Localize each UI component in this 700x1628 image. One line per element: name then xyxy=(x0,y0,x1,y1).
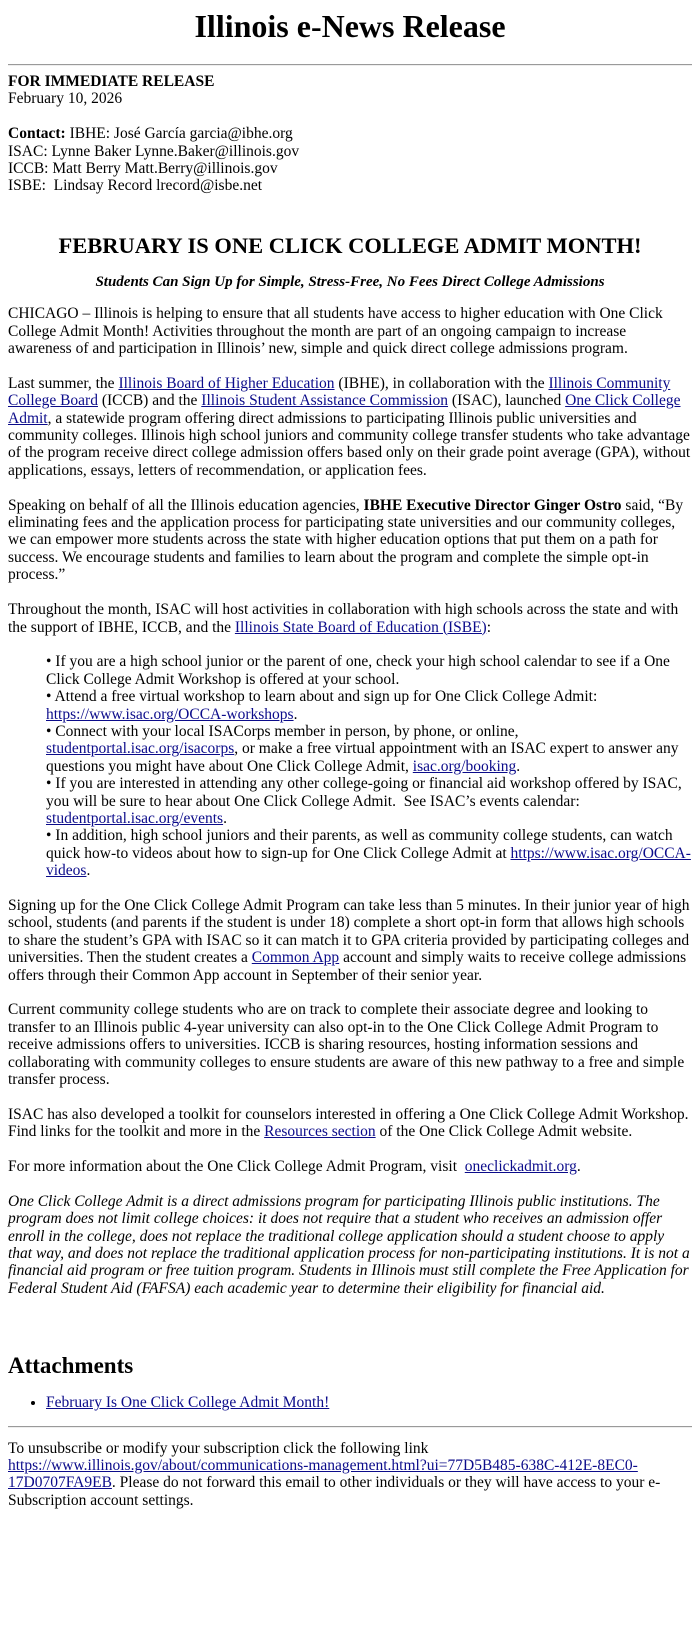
paragraph-signup: Signing up for the One Click College Admit Program can take less than 5 minutes. In their junior year of high school, students (and parents if the student is under 18) complete a short opt-in form that allows high schools to share the student’s GPA with ISAC so it can match it to GPA criteria provided by participating colleges and universities. Then the student creates a Common App account and simply waits to receive college admissions offers through their Common App account in September of their senior year. xyxy=(8,896,690,984)
contact-label: Contact: xyxy=(8,125,66,143)
list-item: • In addition, high school juniors and their parents, as well as community college students, can watch quick how-to videos about how to sign-up for One Click College Admit at https://www.isac.org/OCCA-videos. xyxy=(46,827,691,880)
attachment-link[interactable]: February Is One Click College Admit Month! xyxy=(46,1394,330,1412)
footer-divider xyxy=(8,1426,692,1428)
attachment-item xyxy=(46,1394,692,1411)
paragraph-quote: Speaking on behalf of all the Illinois education agencies, IBHE Executive Director Ginger Ostro said, “By eliminating fees and the application process for participating state universities and our community colleges, we can empower more students across the state with higher education options that put them on a path for success. We encourage students and families to learn about the program and complete the simple opt-in process.” xyxy=(8,496,684,584)
link-oneclickadmit[interactable]: oneclickadmit.org xyxy=(464,1158,577,1176)
paragraph-toolkit: ISAC has also developed a toolkit for counselors interested in offering a One Click College Admit Workshop. Find links for the toolkit and more in the Resources section of the One Click College Admit website. xyxy=(8,1105,689,1141)
link-common-app[interactable]: Common App xyxy=(251,949,340,967)
release-label: FOR IMMEDIATE RELEASE xyxy=(8,73,215,90)
contact-ibhe: IBHE: José García garcia@ibhe.org xyxy=(69,125,293,143)
paragraph-more-info: For more information about the One Click College Admit Program, visit oneclickadmit.org. xyxy=(8,1158,581,1176)
link-iccb[interactable]: Illinois Community College Board xyxy=(8,374,671,410)
list-item: • Connect with your local ISACorps member in person, by phone, or online, studentportal.isac.org/isacorps, or make a free virtual appointment with an ISAC expert to answer any questions you might have about One Click College Admit, isac.org/booking. xyxy=(46,722,679,775)
contact-isac: ISAC: Lynne Baker Lynne.Baker@illinois.gov xyxy=(8,142,300,160)
link-one-click-college-admit[interactable]: One Click College Admit xyxy=(8,392,681,427)
paragraph-intro: CHICAGO – Illinois is helping to ensure that all students have access to higher education with One Click College Admit Month! Activities throughout the month are part of an ongoing campaign to increase awareness of and participation in Illinois’ new, simple and quick direct college admissions program. xyxy=(8,305,663,358)
attachments-heading: Attachments xyxy=(8,1353,134,1379)
contact-line-ibhe xyxy=(8,125,692,142)
contact-iccb: ICCB: Matt Berry Matt.Berry@illinois.gov xyxy=(8,160,278,178)
page-title: Illinois e-News Release xyxy=(194,8,506,44)
link-occa-videos[interactable]: https://www.isac.org/OCCA-videos xyxy=(46,844,691,880)
link-booking[interactable]: isac.org/booking xyxy=(412,757,517,775)
list-item: • If you are interested in attending any other college-going or financial aid workshop offered by ISAC, you will be sure to hear about One Click College Admit. See ISAC’s events calendar: studentportal.isac.org/events. xyxy=(46,775,686,827)
paragraph-transfer: Current community college students who are on track to complete their associate degree and looking to transfer to an Illinois public 4-year university can also opt-in to the One Click College Admit Program to receive admissions offers to universities. ICCB is sharing resources, hosting information sessions and collaborating with community colleges to ensure students are aware of this new pathway to a free and simple transfer process. xyxy=(8,1001,685,1089)
link-resources-section[interactable]: Resources section xyxy=(264,1123,376,1141)
release-info xyxy=(8,73,692,108)
contacts-block xyxy=(8,125,692,195)
paragraph-launch: Last summer, the Illinois Board of Higher Education (IBHE), in collaboration with the Illinois Community College Board (ICCB) and the Illinois Student Assistance Commission (ISAC), launched One Click College Admit, a statewide program offering direct admissions to participating Illinois public universities and community colleges. Illinois high school juniors and community college transfer students who take advantage of the program receive direct college admission offers based only on their grade point average (GPA), without applications, essays, letters of recommendation, or application fees. xyxy=(8,374,691,479)
contact-isbe: ISBE: Lindsay Record lrecord@isbe.net xyxy=(8,177,263,195)
link-isac[interactable]: Illinois Student Assistance Commission xyxy=(201,392,449,410)
paragraph-disclaimer: One Click College Admit is a direct admissions program for participating Illinois public institutions. The program does not limit college choices: it does not require that a student who receives an admission offer enroll in the college, does not replace the traditional college application should a student choose to apply that way, and does not replace the traditional application process for non-participating institutions. It is not a financial aid program or free tuition program. Students in Illinois must still complete the Free Application for Federal Student Aid (FAFSA) each academic year to determine their eligibility for financial aid. xyxy=(8,1192,690,1297)
list-item: • If you are a high school junior or the parent of one, check your high school calendar to see if a One Click College Admit Workshop is offered at your school. xyxy=(46,653,670,688)
paragraph-activities: Throughout the month, ISAC will host activities in collaboration with high schools across the state and with the support of IBHE, ICCB, and the Illinois State Board of Education (ISBE): xyxy=(8,601,679,636)
footer-unsubscribe: To unsubscribe or modify your subscription click the following link https://www.illinois.gov/about/communications-management.html?ui=77D5B485-638C-412E-8EC0-17D0707FA9EB. Please do not forward this email to other individuals or they will have access to your e-Subscription account settings. xyxy=(8,1439,661,1509)
release-date: February 10, 2026 xyxy=(8,90,123,108)
header-divider xyxy=(8,64,692,66)
article-subhead: Students Can Sign Up for Simple, Stress-Free, No Fees Direct College Admissions xyxy=(95,273,605,290)
attachments-list xyxy=(8,1394,692,1411)
link-isbe[interactable]: Illinois State Board of Education (ISBE) xyxy=(234,618,487,636)
unsubscribe-link[interactable]: https://www.illinois.gov/about/communications-management.html?ui=77D5B485-638C-412E-8EC0-17D0707FA9EB xyxy=(8,1457,638,1492)
activities-list xyxy=(46,653,692,879)
link-isacorps[interactable]: studentportal.isac.org/isacorps xyxy=(46,740,235,758)
speaker-name: IBHE Executive Director Ginger Ostro xyxy=(363,496,622,514)
link-occa-workshops[interactable]: https://www.isac.org/OCCA-workshops xyxy=(46,705,294,723)
article-headline: FEBRUARY IS ONE CLICK COLLEGE ADMIT MONTH! xyxy=(58,232,642,258)
link-events[interactable]: studentportal.isac.org/events xyxy=(46,809,224,827)
list-item: • Attend a free virtual workshop to learn about and sign up for One Click College Admit: https://www.isac.org/OCCA-workshops. xyxy=(46,688,598,723)
link-ibhe[interactable]: Illinois Board of Higher Education xyxy=(118,374,335,392)
